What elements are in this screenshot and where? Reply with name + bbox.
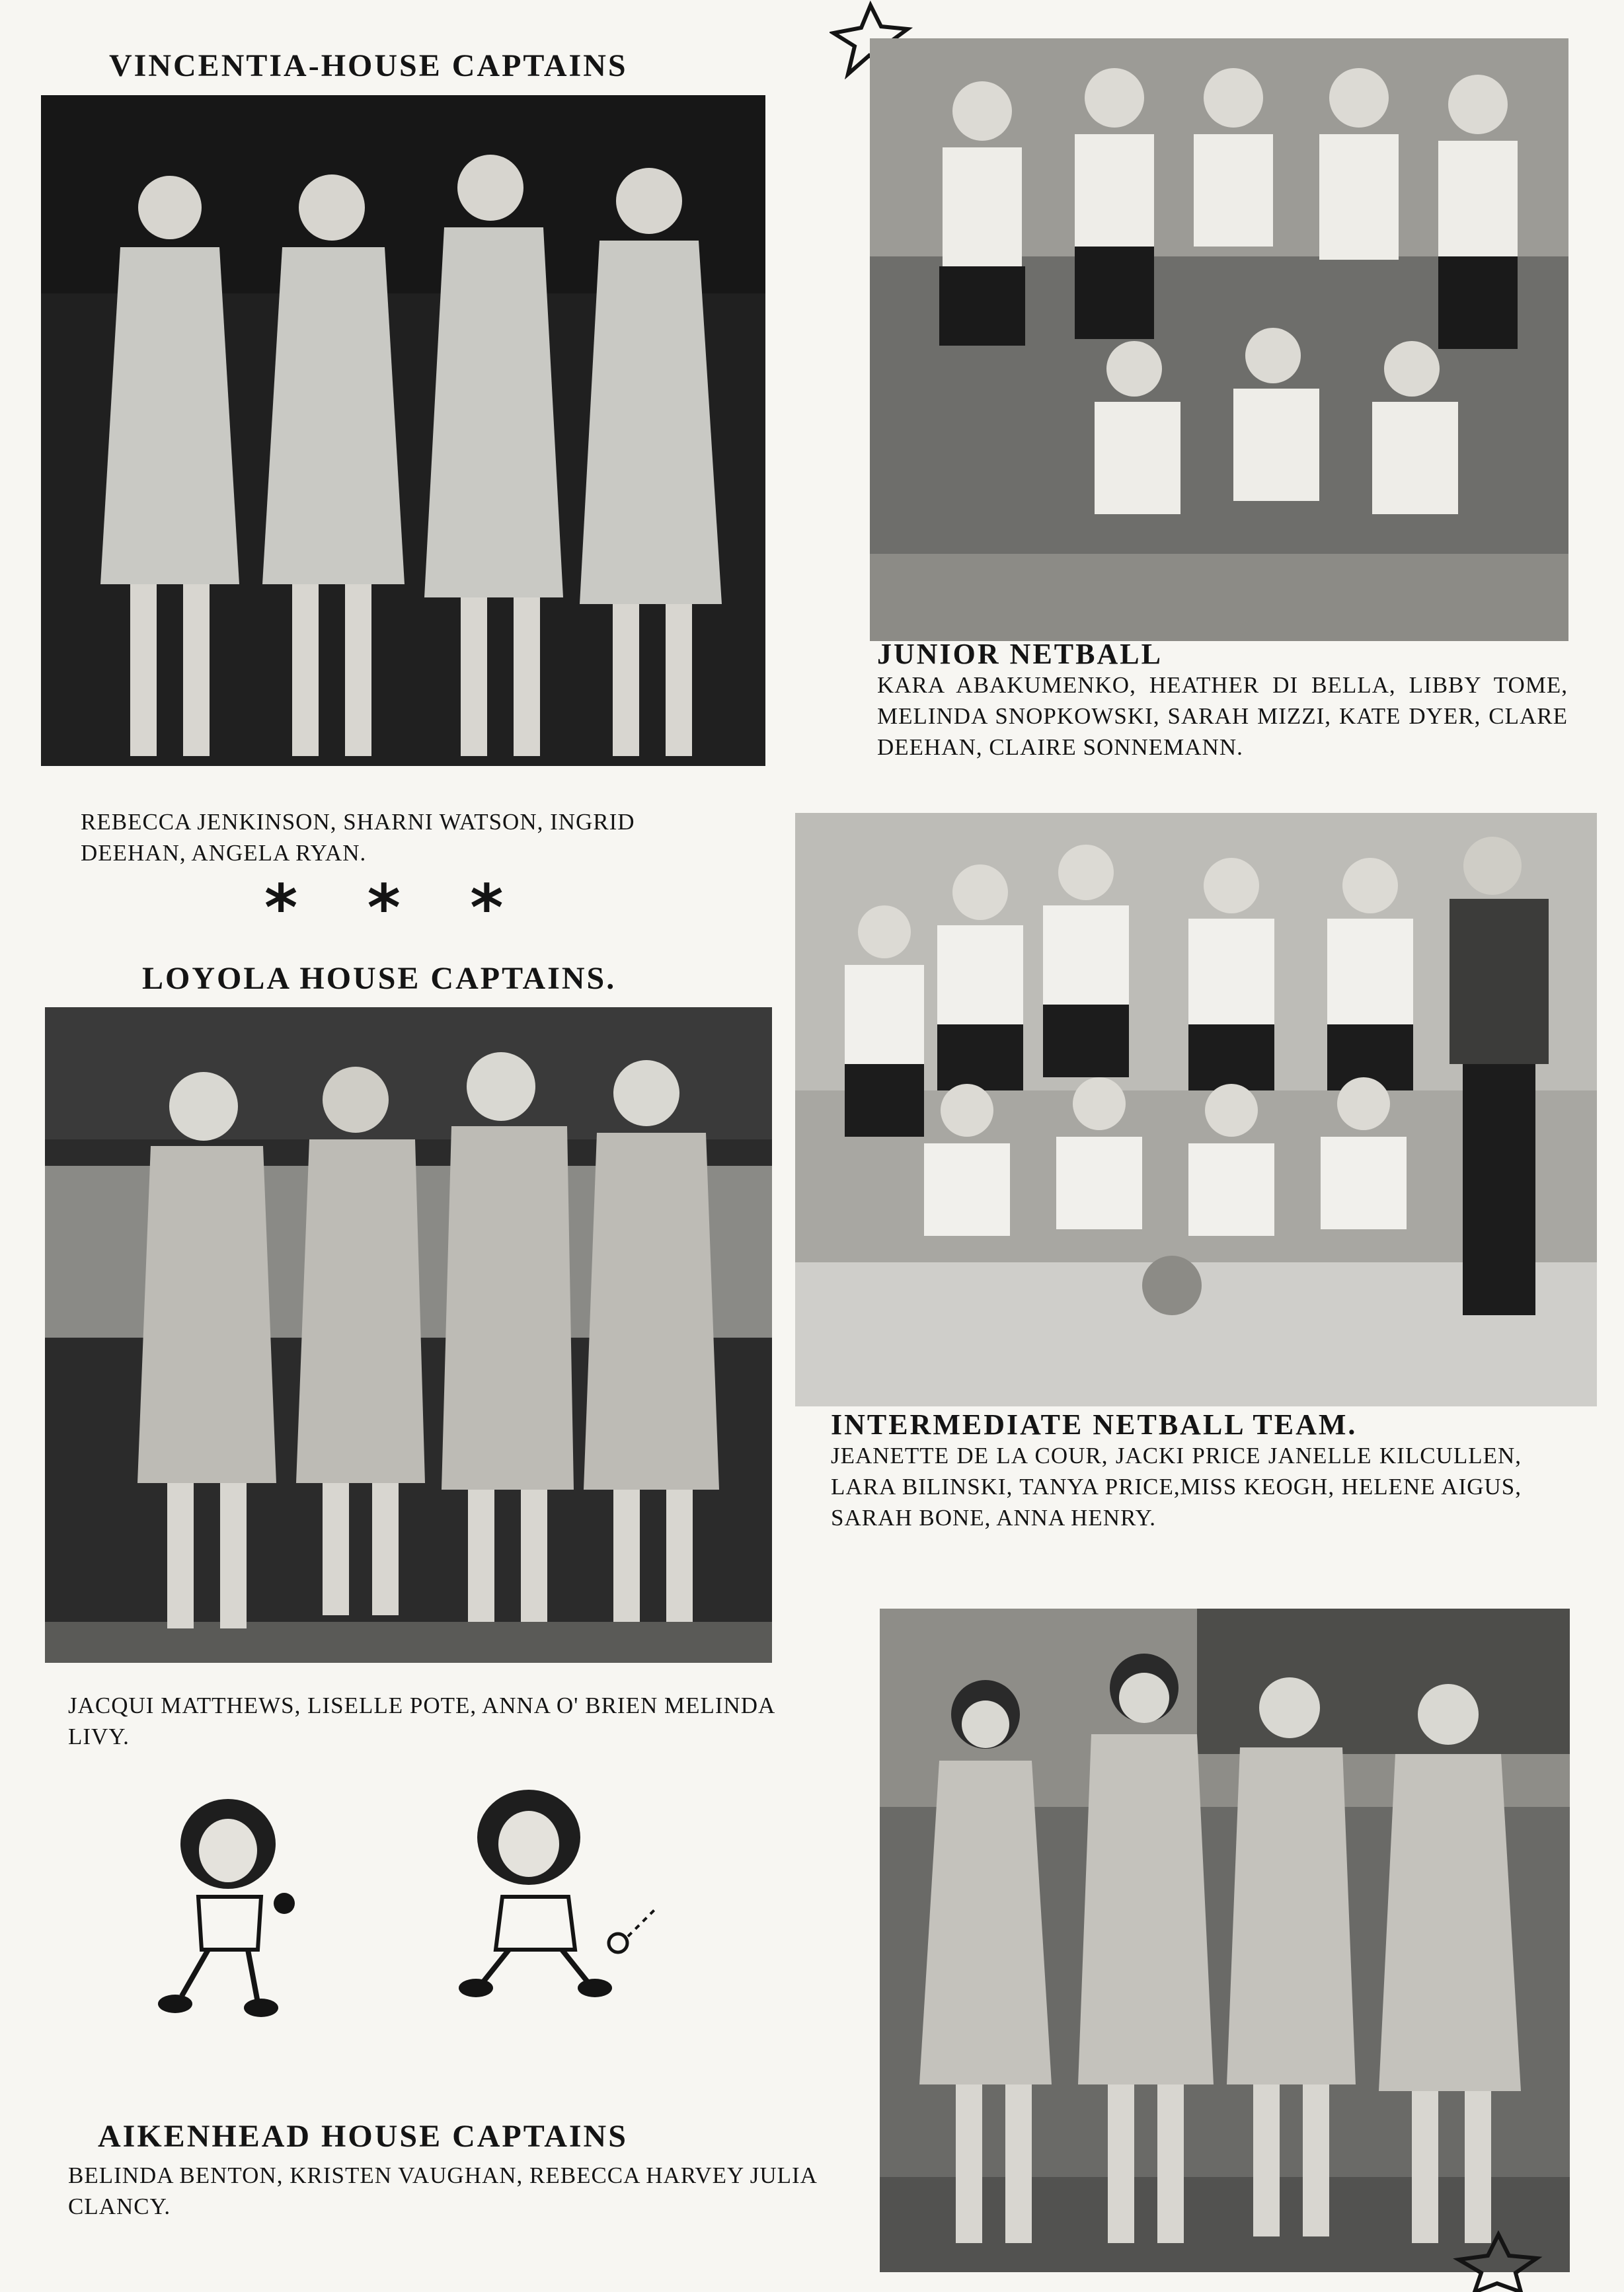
divider-stars: * * * xyxy=(264,871,527,945)
loyola-names: JACQUI MATTHEWS, LISELLE POTE, ANNA O' BRIEN MELINDA LIVY. xyxy=(68,1693,775,1749)
junior-netball-caption xyxy=(877,638,1568,763)
aikenhead-heading: AIKENHEAD HOUSE CAPTAINS xyxy=(98,2119,628,2154)
junior-netball-photo xyxy=(870,38,1568,641)
star-doodle-bottom xyxy=(1451,2231,1550,2292)
intermediate-netball-names: JEANETTE DE LA COUR, JACKI PRICE JANELLE KILCULLEN, LARA BILINSKI, TANYA PRICE,MISS KEOGH, HELENE AIGUS, SARAH BONE, ANNA HENRY. xyxy=(831,1443,1522,1531)
cartoon-netball-player-doodle xyxy=(135,1798,307,2022)
loyola-photo xyxy=(45,1007,772,1663)
intermediate-netball-caption xyxy=(831,1409,1522,1533)
junior-netball-heading: JUNIOR NETBALL xyxy=(877,638,1163,670)
intermediate-netball-photo xyxy=(795,813,1597,1406)
vincentia-heading: VINCENTIA-HOUSE CAPTAINS xyxy=(109,48,628,83)
vincentia-photo xyxy=(41,95,765,766)
cartoon-player-with-ball-doodle xyxy=(456,1784,668,2009)
junior-netball-names: KARA ABAKUMENKO, HEATHER DI BELLA, LIBBY TOME, MELINDA SNOPKOWSKI, SARAH MIZZI, KATE DYER, CLARE DEEHAN, CLAIRE SONNEMANN. xyxy=(877,672,1568,760)
intermediate-netball-heading: INTERMEDIATE NETBALL TEAM. xyxy=(831,1408,1358,1441)
aikenhead-names: BELINDA BENTON, KRISTEN VAUGHAN, REBECCA HARVEY JULIA CLANCY. xyxy=(68,2162,817,2219)
aikenhead-photo xyxy=(880,1609,1570,2272)
loyola-heading: LOYOLA HOUSE CAPTAINS. xyxy=(142,961,617,996)
vincentia-names: REBECCA JENKINSON, SHARNI WATSON, INGRID DEEHAN, ANGELA RYAN. xyxy=(81,809,635,866)
